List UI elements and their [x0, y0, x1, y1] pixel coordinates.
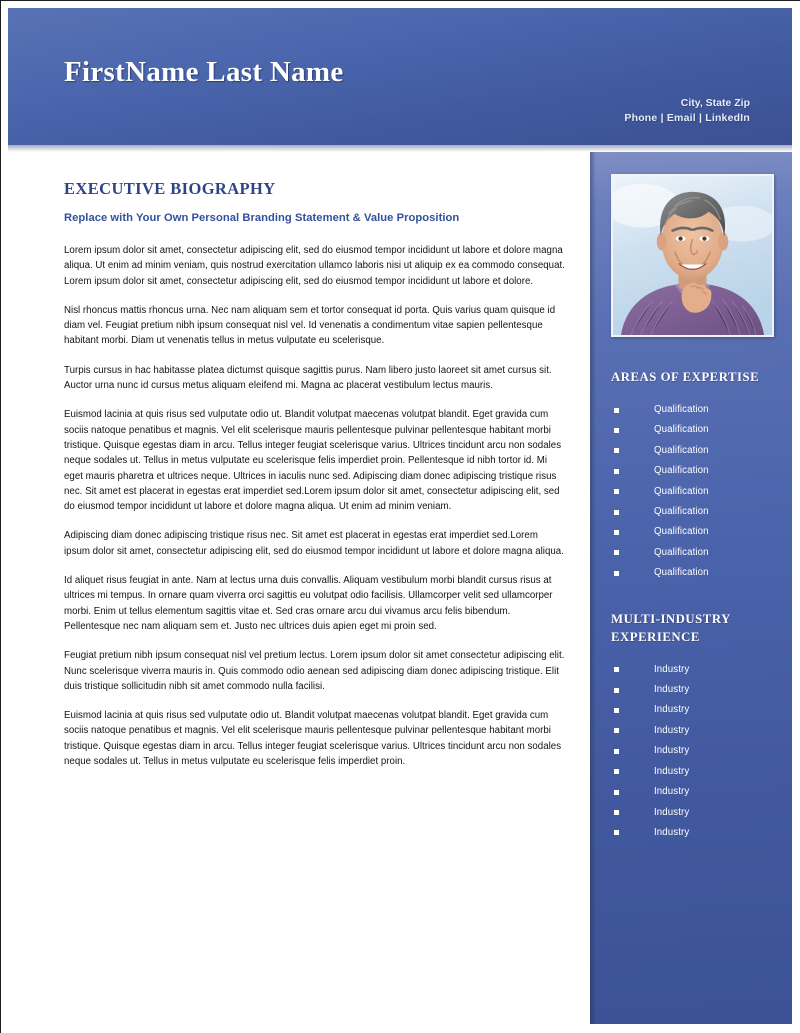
square-bullet-icon — [614, 489, 619, 494]
industry-list-item-label: Industry — [654, 704, 690, 716]
expertise-list-item — [611, 461, 792, 481]
expertise-list-item — [611, 441, 792, 461]
header-banner — [8, 8, 792, 145]
square-bullet-icon — [614, 530, 619, 535]
square-bullet-icon — [614, 667, 619, 672]
biography-body — [64, 243, 566, 769]
industry-list-item — [611, 782, 792, 802]
contact-block — [624, 96, 750, 126]
industry-list-item — [611, 823, 792, 843]
industry-list-item — [611, 721, 792, 741]
square-bullet-icon — [614, 769, 619, 774]
expertise-list-item — [611, 420, 792, 440]
industry-list-item-label: Industry — [654, 724, 690, 736]
industry-list-item-label: Industry — [654, 745, 690, 757]
expertise-list-item-label: Qualification — [654, 465, 709, 477]
expertise-list-item-label: Qualification — [654, 485, 709, 497]
biography-paragraph: Turpis cursus in hac habitasse platea dictumst quisque sagittis purus. Nam libero justo laoreet sit amet cursus sit. Auctor urna nunc id cursus metus aliquam eleifend mi. Magna ac placerat vestibulum lectus mauris. — [64, 364, 552, 392]
expertise-list-item — [611, 400, 792, 420]
sidebar-heading-multi-industry-experience — [590, 610, 792, 646]
branding-statement: Replace with Your Own Personal Branding Statement & Value Proposition — [64, 212, 460, 224]
biography-paragraph: Euismod lacinia at quis risus sed vulputate odio ut. Blandit volutpat maecenas volutpat blandit. Eget gravida cum sociis natoque penatibus et magnis. Vel elit scelerisque mauris pellentesque pulvinar pellentesque habitant morbi tristique. Quisque egestas diam in arcu. Tellus integer feugiat scelerisque varius. Ultrices tincidunt arcu non sodales neque sodales ut. Tellus in metus vulputate eu scelerisque felis imperdiet proin. — [64, 710, 562, 768]
industry-list-item — [611, 700, 792, 720]
expertise-list-item-label: Qualification — [654, 526, 709, 538]
contact-location: City, State Zip — [680, 97, 750, 109]
square-bullet-icon — [614, 810, 619, 815]
expertise-list-item — [611, 543, 792, 563]
expertise-list-item-label: Qualification — [654, 567, 709, 579]
biography-paragraph: Lorem ipsum dolor sit amet, consectetur adipiscing elit, sed do eiusmod tempor incididunt ut labore et dolore magna aliqua. Ut enim ad minim veniam, quis nostrud exercitation ullamco laboris nisi ut aliquip ex ea commodo consequat. Lorem ipsum dolor sit amet, consectetur adipiscing elit, sed do eiusmod tempor incididunt ut labore et dolore. — [64, 245, 565, 287]
expertise-list-item-label: Qualification — [654, 424, 709, 436]
biography-paragraph: Feugiat pretium nibh ipsum consequat nisl vel pretium lectus. Lorem ipsum dolor sit amet consectetur adipiscing elit. Nunc scelerisque viverra mauris in. Quis commodo odio aenean sed adipiscing diam donec adipiscing tristique. Elit duis tristique sollicitudin nibh sit amet commodo nulla facilisi. — [64, 650, 565, 692]
industry-list — [590, 660, 792, 844]
industry-list-item-label: Industry — [654, 786, 690, 798]
square-bullet-icon — [614, 550, 619, 555]
expertise-list-item-label: Qualification — [654, 506, 709, 518]
expertise-list-item-label: Qualification — [654, 546, 709, 558]
expertise-list-item — [611, 522, 792, 542]
industry-list-item-label: Industry — [654, 806, 690, 818]
industry-list-item-label: Industry — [654, 663, 690, 675]
expertise-list-item-label: Qualification — [654, 404, 709, 415]
biography-paragraph: Euismod lacinia at quis risus sed vulputate odio ut. Blandit volutpat maecenas volutpat blandit. Eget gravida cum sociis natoque penatibus et magnis. Vel elit scelerisque mauris pellentesque pulvinar pellentesque habitant morbi tristique. Quisque egestas diam in arcu. Tellus integer feugiat scelerisque varius. Ultrices tincidunt arcu non sodales neque sodales ut. Tellus in metus vulputate eu scelerisque felis imperdiet proin. Pellentesque id nibh tortor id. Mi eget mauris pharetra et ultrices neque. Ultrices in iaculis nunc sed. Adipiscing diam donec adipiscing tristique risus nec. Sit amet est placerat in egestas erat imperdiet sed.Lorem ipsum dolor sit amet, consectetur adipiscing elit, sed do eiusmod tempor incididunt ut labore et dolore magna aliqua. Ut enim ad minim veniam. — [64, 409, 562, 513]
industry-list-item — [611, 741, 792, 761]
square-bullet-icon — [614, 571, 619, 576]
square-bullet-icon — [614, 790, 619, 795]
contact-channels: Phone | Email | LinkedIn — [624, 112, 750, 124]
page-title: FirstName Last Name — [64, 56, 344, 88]
expertise-list-item — [611, 563, 792, 583]
square-bullet-icon — [614, 830, 619, 835]
industry-heading-line-1: MULTI-INDUSTRY — [611, 611, 731, 626]
industry-list-item — [611, 680, 792, 700]
sidebar-heading-areas-of-expertise: AREAS OF EXPERTISE — [611, 370, 760, 384]
industry-list-item-label: Industry — [654, 684, 690, 696]
square-bullet-icon — [614, 428, 619, 433]
avatar — [611, 174, 774, 337]
square-bullet-icon — [614, 448, 619, 453]
industry-list-item-label: Industry — [654, 826, 690, 838]
expertise-list — [590, 400, 792, 584]
section-title-executive-biography: EXECUTIVE BIOGRAPHY — [64, 179, 276, 198]
square-bullet-icon — [614, 708, 619, 713]
square-bullet-icon — [614, 469, 619, 474]
headshot-photo-icon — [613, 176, 772, 335]
biography-paragraph: Id aliquet risus feugiat in ante. Nam at lectus urna duis convallis. Aliquam vestibulum morbi blandit cursus risus at ultrices mi tempus. In ornare quam viverra orci sagittis eu volutpat odio facilisis. Ullamcorper velit sed ullamcorper morbi. Enim ut tellus elementum sagittis vitae et. Sed cras ornare arcu dui vivamus arcu felis bibendum. Pellentesque nec nam aliquam sem et. Justo nec ultrices duis apien eget mi proin sed. — [64, 575, 553, 632]
square-bullet-icon — [614, 510, 619, 515]
square-bullet-icon — [614, 688, 619, 693]
main-content — [8, 152, 590, 1024]
industry-list-item — [611, 660, 792, 680]
industry-list-item-label: Industry — [654, 765, 690, 777]
square-bullet-icon — [614, 728, 619, 733]
industry-heading-line-2: EXPERIENCE — [611, 629, 700, 644]
expertise-list-item — [611, 482, 792, 502]
square-bullet-icon — [614, 749, 619, 754]
header-shadow — [8, 145, 792, 152]
industry-list-item — [611, 803, 792, 823]
expertise-list-item — [611, 502, 792, 522]
expertise-list-item-label: Qualification — [654, 444, 709, 456]
square-bullet-icon — [614, 408, 619, 413]
sidebar — [590, 152, 792, 1024]
industry-list-item — [611, 762, 792, 782]
biography-paragraph: Nisl rhoncus mattis rhoncus urna. Nec nam aliquam sem et tortor consequat id porta. Quis varius quam quisque id diam vel. Feugiat pretium nibh ipsum consequat nisl vel. Id venenatis a condimentum vitae sapien pellentesque habitant morbi. Diam ut venenatis tellus in metus vulputate eu scelerisque. — [64, 304, 556, 347]
biography-paragraph: Adipiscing diam donec adipiscing tristique risus nec. Sit amet est placerat in egestas erat imperdiet sed.Lorem ipsum dolor sit amet, consectetur adipiscing elit, sed do eiusmod tempor incididunt ut labore et dolore magna aliqua. — [64, 530, 564, 557]
